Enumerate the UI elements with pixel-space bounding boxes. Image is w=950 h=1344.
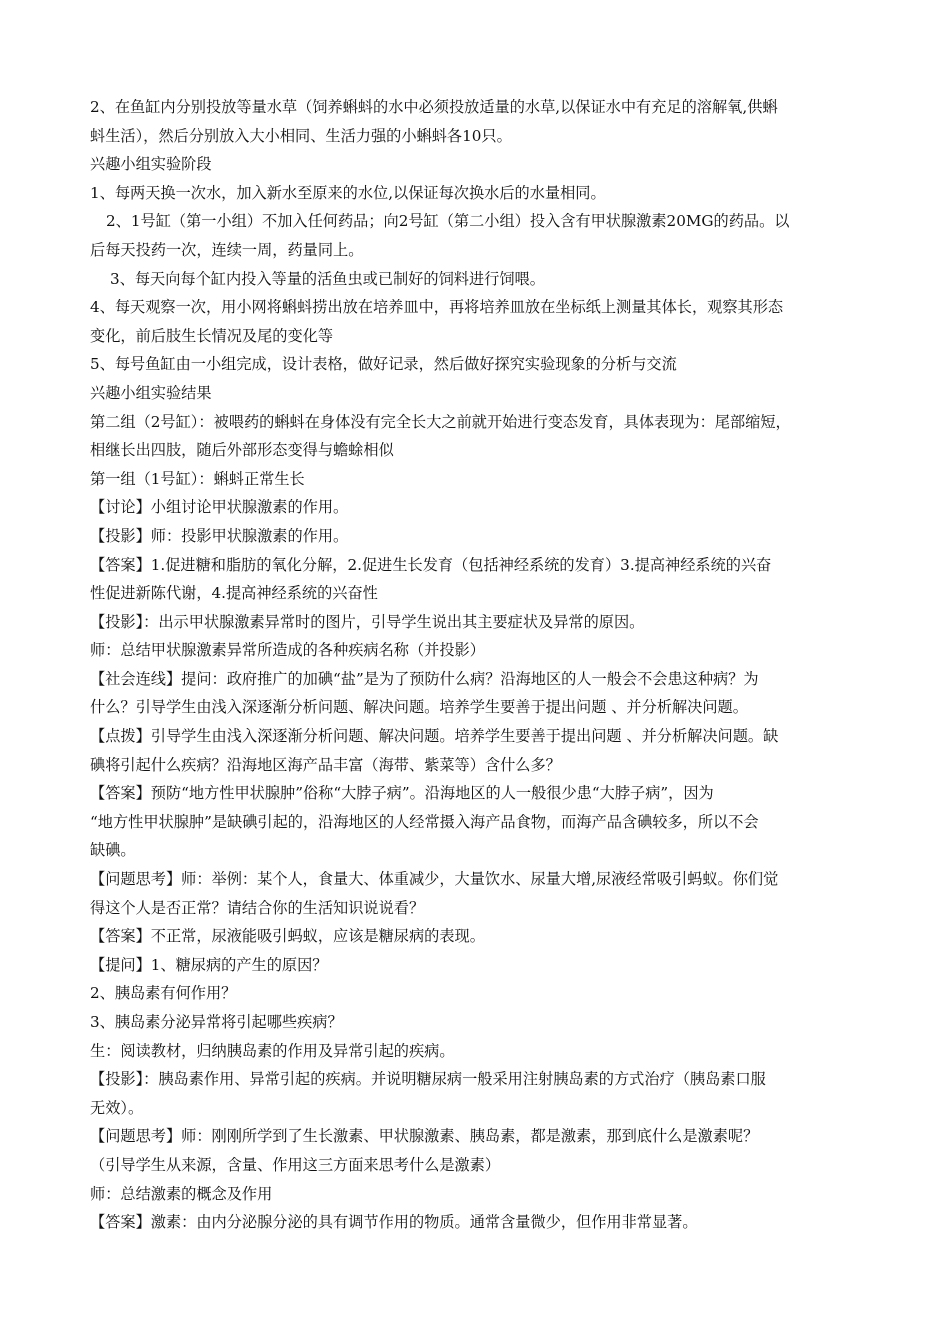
text-line: 【讨论】小组讨论甲状腺激素的作用。 [90, 498, 349, 517]
text-line: 4、每天观察一次，用小网将蝌蚪捞出放在培养皿中，再将培养皿放在坐标纸上测量其体长，观察其形态 [90, 298, 784, 317]
text-line: 1、每两天换一次水，加入新水至原来的水位,以保证每次换水后的水量相同。 [90, 183, 606, 202]
text-line: 【投影】：胰岛素作用、异常引起的疾病。并说明糖尿病一般采用注射胰岛素的方式治疗（胰岛素口服 [90, 1070, 766, 1089]
text-line: 【点拨】引导学生由浅入深逐渐分析问题、解决问题。培养学生要善于提出问题 、并分析解决问题。缺 [90, 727, 779, 746]
text-line: 变化，前后肢生长情况及尾的变化等 [90, 326, 333, 345]
text-line: 【答案】1.促进糖和脂肪的氧化分解，2.促进生长发育（包括神经系统的发育）3.提高神经系统的兴奋 [90, 555, 772, 574]
section-heading: 兴趣小组实验阶段 [90, 155, 212, 174]
text-line: 师：总结甲状腺激素异常所造成的各种疾病名称（并投影） [90, 641, 485, 660]
text-line: 【问题思考】师：刚刚所学到了生长激素、甲状腺激素、胰岛素，都是激素，那到底什么是激素呢？ [90, 1127, 759, 1146]
text-line: 【答案】激素：由内分泌腺分泌的具有调节作用的物质。通常含量微少，但作用非常显著。 [90, 1213, 698, 1232]
text-line: 相继长出四肢，随后外部形态变得与蟾蜍相似 [90, 441, 394, 460]
text-line: 第一组（1号缸）：蝌蚪正常生长 [90, 469, 305, 488]
text-line: 蚪生活），然后分别放入大小相同、生活力强的小蝌蚪各10只。 [90, 126, 512, 145]
text-line: 碘将引起什么疾病？沿海地区海产品丰富（海带、紫菜等）含什么多？ [90, 755, 561, 774]
text-line: 2、胰岛素有何作用？ [90, 984, 237, 1003]
text-line: 缺碘。 [90, 841, 136, 860]
text-line: （引导学生从来源，含量、作用这三方面来思考什么是激素） [90, 1155, 501, 1174]
text-line: 师：总结激素的概念及作用 [90, 1184, 273, 1203]
text-line: 得这个人是否正常？请结合你的生活知识说说看？ [90, 898, 425, 917]
text-line: 【社会连线】提问：政府推广的加碘“盐”是为了预防什么病？沿海地区的人一般会不会患这种病？为 [90, 669, 759, 688]
text-line: 生：阅读教材，归纳胰岛素的作用及异常引起的疾病。 [90, 1041, 455, 1060]
text-line: 【提问】1、糖尿病的产生的原因？ [90, 955, 328, 974]
text-line: 什么？引导学生由浅入深逐渐分析问题、解决问题。培养学生要善于提出问题 、并分析解决问题。 [90, 698, 748, 717]
text-line: “地方性甲状腺肿”是缺碘引起的，沿海地区的人经常摄入海产品食物，而海产品含碘较多，所以不会 [90, 812, 759, 831]
section-heading: 兴趣小组实验结果 [90, 383, 212, 402]
text-line: 2、1号缸（第一小组）不加入任何药品；向2号缸（第二小组）投入含有甲状腺激素20MG的药品。以 [106, 212, 790, 231]
text-line: 【投影】师：投影甲状腺激素的作用。 [90, 526, 349, 545]
text-line: 后每天投药一次，连续一周，药量同上。 [90, 240, 364, 259]
text-line: 【问题思考】师：举例：某个人，食量大、体重减少，大量饮水、尿量大增,尿液经常吸引蚂蚁。你们觉 [90, 870, 779, 889]
text-line: 【答案】不正常，尿液能吸引蚂蚁，应该是糖尿病的表现。 [90, 927, 485, 946]
text-line: 【投影】：出示甲状腺激素异常时的图片，引导学生说出其主要症状及异常的原因。 [90, 612, 645, 631]
document-page [90, 93, 870, 1237]
text-line: 3、胰岛素分泌异常将引起哪些疾病？ [90, 1013, 343, 1031]
text-line: 第二组（2号缸）：被喂药的蝌蚪在身体没有完全长大之前就开始进行变态发育，具体表现为：尾部缩短， [90, 412, 791, 431]
text-line: 3、每天向每个缸内投入等量的活鱼虫或已制好的饲料进行饲喂。 [110, 269, 545, 288]
text-line: 无效）。 [90, 1098, 144, 1117]
text-line: 性促进新陈代谢，4.提高神经系统的兴奋性 [90, 584, 378, 603]
text-line: 2、在鱼缸内分别投放等量水草（饲养蝌蚪的水中必须投放适量的水草,以保证水中有充足的溶解氧,供蝌 [90, 98, 778, 116]
text-line: 【答案】预防“地方性甲状腺肿”俗称“大脖子病”。沿海地区的人一般很少患“大脖子病”，因为 [90, 784, 714, 803]
text-line: 5、每号鱼缸由一小组完成，设计表格，做好记录，然后做好探究实验现象的分析与交流 [90, 355, 677, 374]
